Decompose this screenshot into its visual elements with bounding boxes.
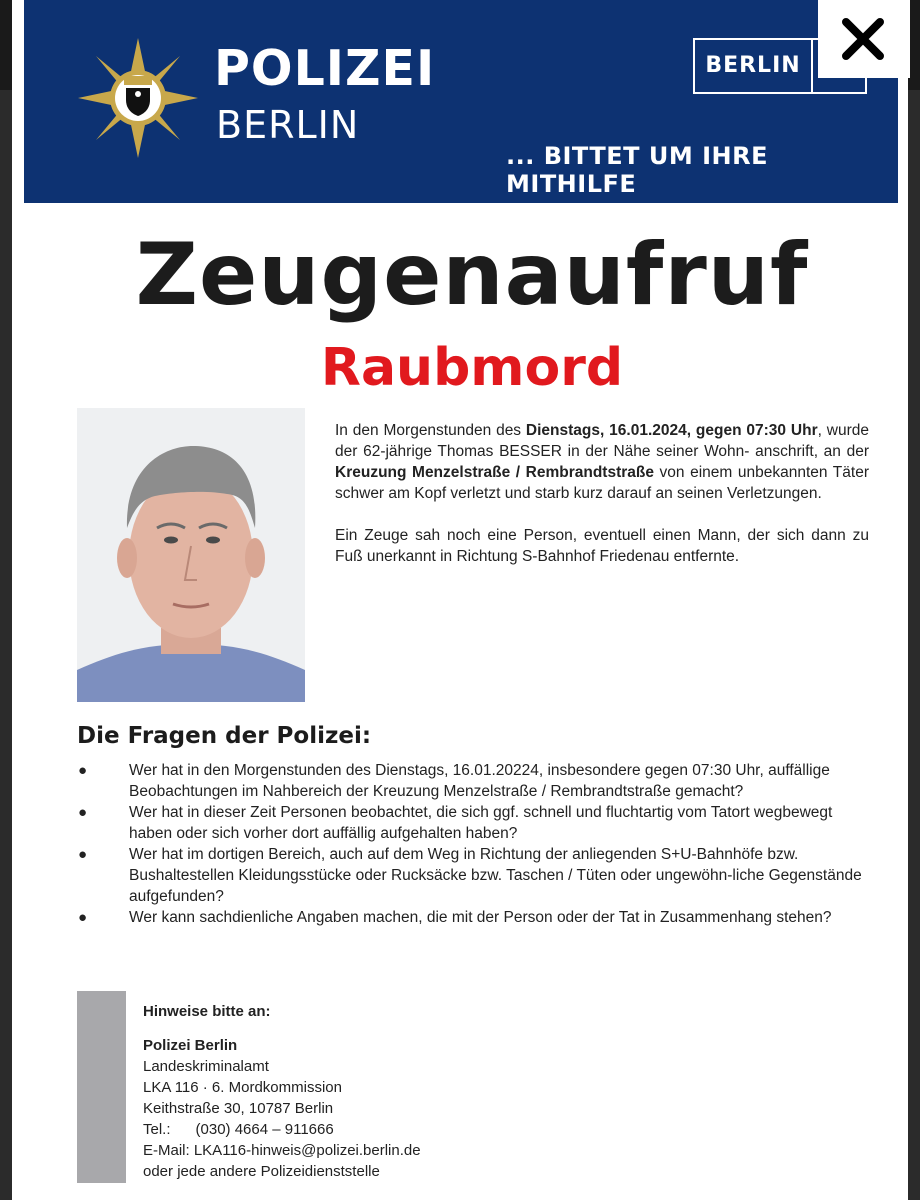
contact-block bbox=[143, 1001, 421, 1182]
questions-title: Die Fragen der Polizei: bbox=[77, 723, 372, 749]
brand-polizei: POLIZEI bbox=[214, 40, 436, 97]
bullet-icon: ● bbox=[78, 804, 88, 821]
contact-address: Keithstraße 30, 10787 Berlin bbox=[143, 1100, 334, 1117]
contact-dept: Landeskriminalamt bbox=[143, 1058, 269, 1075]
intro-emphasis: Kreuzung Menzelstraße / Rembrandtstraße bbox=[335, 464, 654, 481]
police-banner bbox=[24, 0, 898, 203]
poster bbox=[12, 0, 908, 1200]
questions-list bbox=[72, 760, 862, 928]
contact-header: Hinweise bitte an: bbox=[143, 1003, 271, 1020]
intro-run: , wurde der 62-jährige Thomas BESSER in der Nähe seiner Wohn- anschrift, an der bbox=[335, 422, 869, 460]
contact-other: oder jede andere Polizeidienststelle bbox=[143, 1163, 380, 1180]
contact-org: Polizei Berlin bbox=[143, 1037, 238, 1054]
intro-paragraph-2: Ein Zeuge sah noch eine Person, eventuell einen Mann, der sich dann zu Fuß unerkannt in Richtung S-Bahnhof Friedenau entfernte. bbox=[335, 527, 869, 565]
question-text: Wer kann sachdienliche Angaben machen, die mit der Person oder der Tat in Zusammenhang stehen? bbox=[129, 909, 832, 926]
contact-unit: LKA 116 · 6. Mordkommission bbox=[143, 1079, 342, 1096]
subheadline: Raubmord bbox=[320, 338, 624, 398]
tagline: ... BITTET UM IHRE MITHILFE bbox=[506, 142, 768, 198]
bullet-icon: ● bbox=[78, 909, 88, 926]
police-star-icon bbox=[76, 36, 200, 160]
question-item bbox=[72, 802, 862, 844]
contact-side-bar bbox=[77, 991, 126, 1183]
victim-photo bbox=[77, 408, 305, 702]
brand-berlin: BERLIN bbox=[216, 103, 360, 147]
intro-run: In den Morgenstunden des bbox=[335, 422, 526, 439]
question-text: Wer hat in den Morgenstunden des Dienstags, 16.01.20224, insbesondere gegen 07:30 Uhr, auffällige Beobachtungen im Nahbereich der Kreuzung Menzelstraße / Rembrandtstraße gemacht? bbox=[129, 762, 830, 800]
bullet-icon: ● bbox=[78, 846, 88, 863]
intro-emphasis: Dienstags, 16.01.2024, gegen 07:30 Uhr bbox=[525, 422, 818, 439]
intro-text bbox=[335, 420, 869, 588]
question-item bbox=[72, 844, 862, 907]
bullet-icon: ● bbox=[78, 762, 88, 779]
contact-tel: Tel.: (030) 4664 – 911666 bbox=[143, 1121, 334, 1138]
question-item bbox=[72, 907, 862, 928]
headline: Zeugenaufruf bbox=[135, 225, 809, 325]
question-text: Wer hat in dieser Zeit Personen beobachtet, die sich ggf. schnell und fluchtartig vom Tatort wegbewegt haben oder sich vorher dort auffällig aufgehalten haben? bbox=[129, 804, 833, 842]
contact-email[interactable]: E-Mail: LKA116-hinweis@polizei.berlin.de bbox=[143, 1142, 421, 1159]
close-icon bbox=[838, 14, 888, 64]
berlin-logo-label: BERLIN bbox=[695, 40, 813, 92]
question-item bbox=[72, 760, 862, 802]
intro-paragraph-1 bbox=[335, 420, 869, 504]
intro-run: von einem unbekannten Täter schwer am Kopf verletzt und starb kurz darauf an seinen Verletzungen. bbox=[335, 464, 869, 502]
question-text: Wer hat im dortigen Bereich, auch auf dem Weg in Richtung der anliegenden S+U-Bahnhöfe bzw. Bushaltestellen Kleidungsstücke oder Rucksäcke bzw. Taschen / Tüten oder ungewöhn-liche Gegenstände aufgefunden? bbox=[129, 846, 862, 905]
close-button[interactable] bbox=[818, 0, 910, 78]
